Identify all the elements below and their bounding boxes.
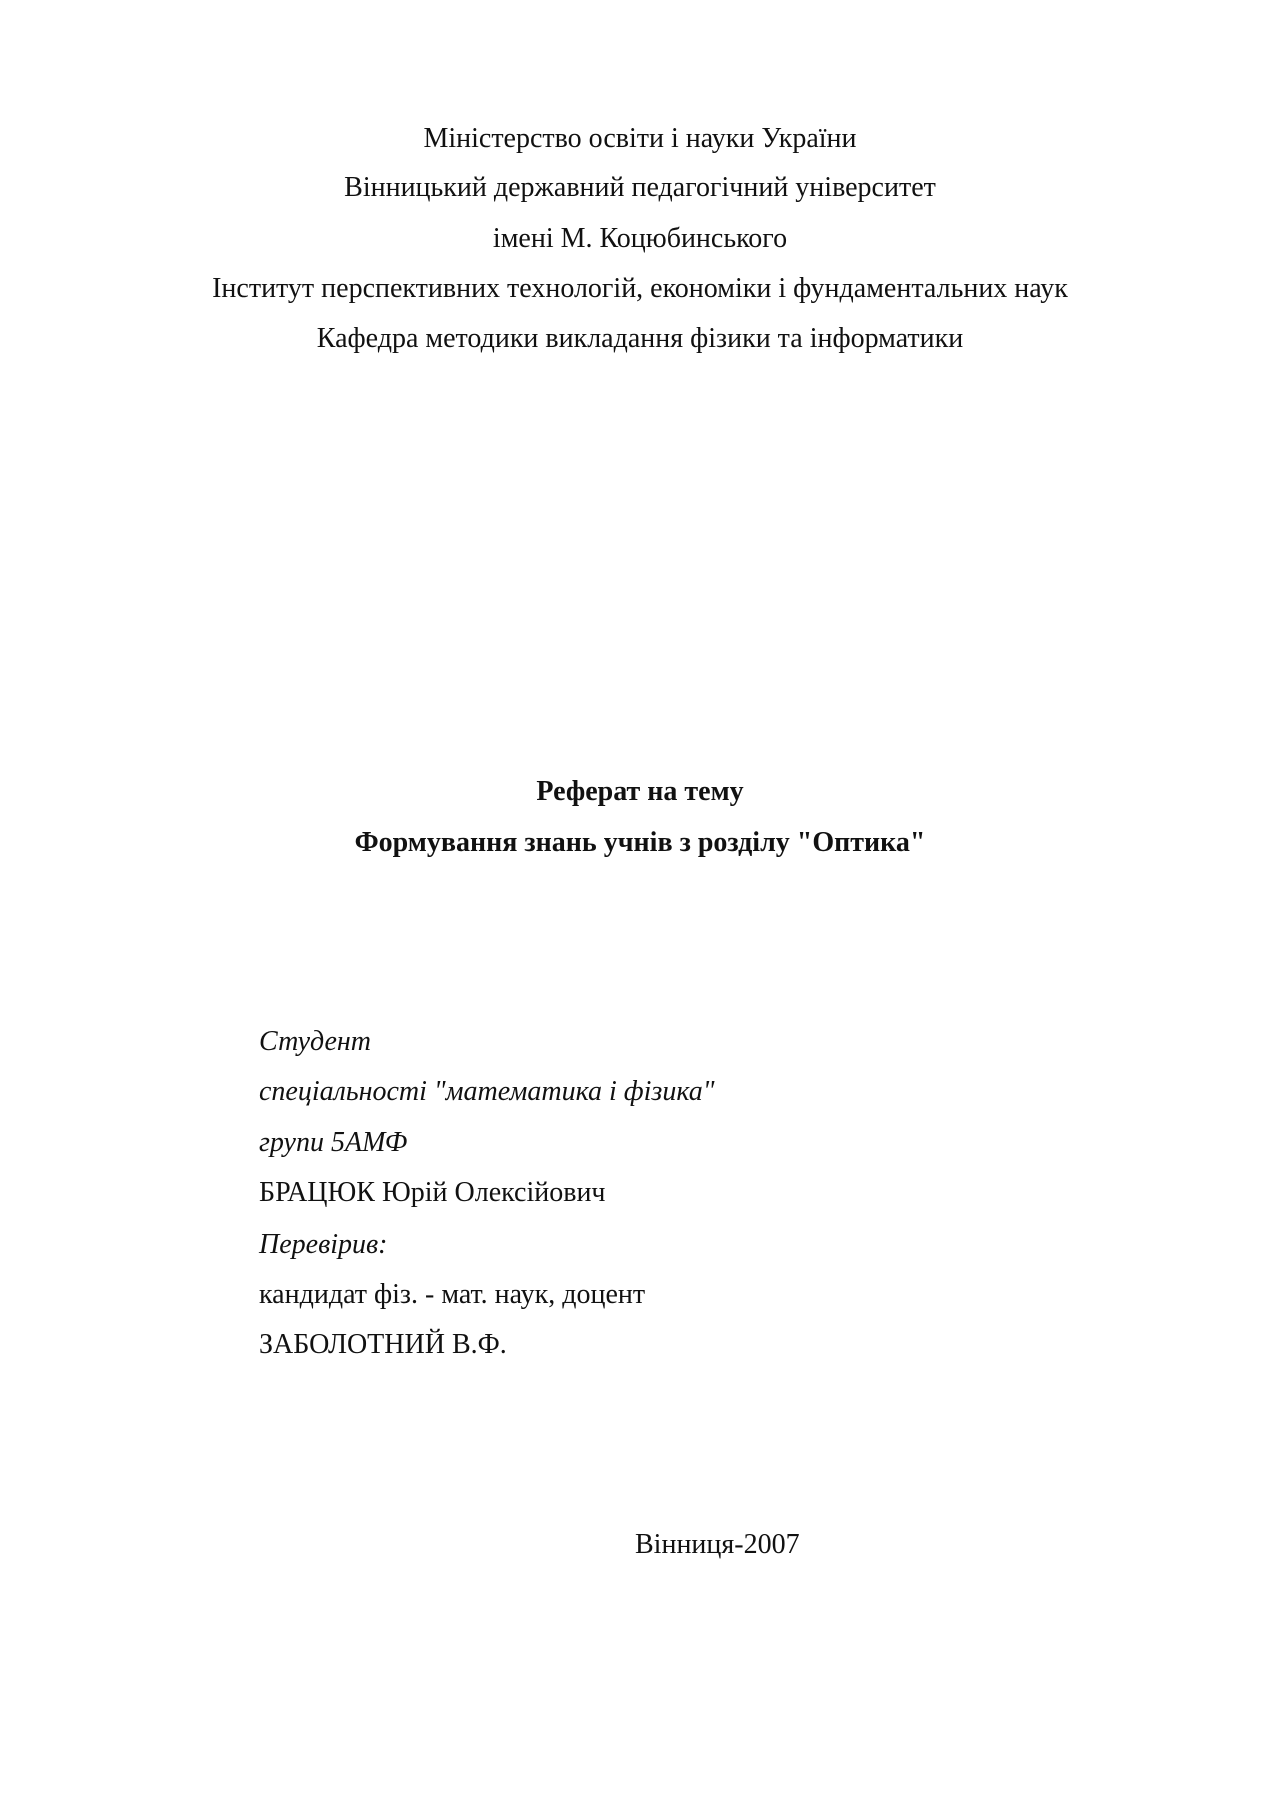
university-name-heading: імені М. Коцюбинського — [492, 223, 788, 254]
checked-label: Перевірив: — [259, 1229, 388, 1260]
department-heading: Кафедра методики викладання фізики та інформатики — [316, 323, 964, 354]
institute-heading: Інститут перспективних технологій, економіки і фундаментальних наук — [212, 273, 1068, 304]
city-year: Вінниця-2007 — [635, 1529, 800, 1560]
title-line-2: Формування знань учнів з розділу "Оптика" — [354, 827, 926, 858]
student-label: Студент — [259, 1026, 371, 1057]
group-text: групи 5АМФ — [259, 1127, 408, 1158]
title-line-1: Реферат на тему — [536, 776, 744, 807]
specialty-text: спеціальності "математика і фізика" — [259, 1076, 715, 1107]
supervisor-degree: кандидат фіз. - мат. наук, доцент — [259, 1279, 646, 1310]
ministry-heading: Міністерство освіти і науки України — [423, 123, 857, 154]
supervisor-name: ЗАБОЛОТНИЙ В.Ф. — [259, 1329, 507, 1360]
student-name: БРАЦЮК Юрій Олексійович — [259, 1177, 606, 1208]
university-heading: Вінницький державний педагогічний університет — [344, 172, 936, 203]
